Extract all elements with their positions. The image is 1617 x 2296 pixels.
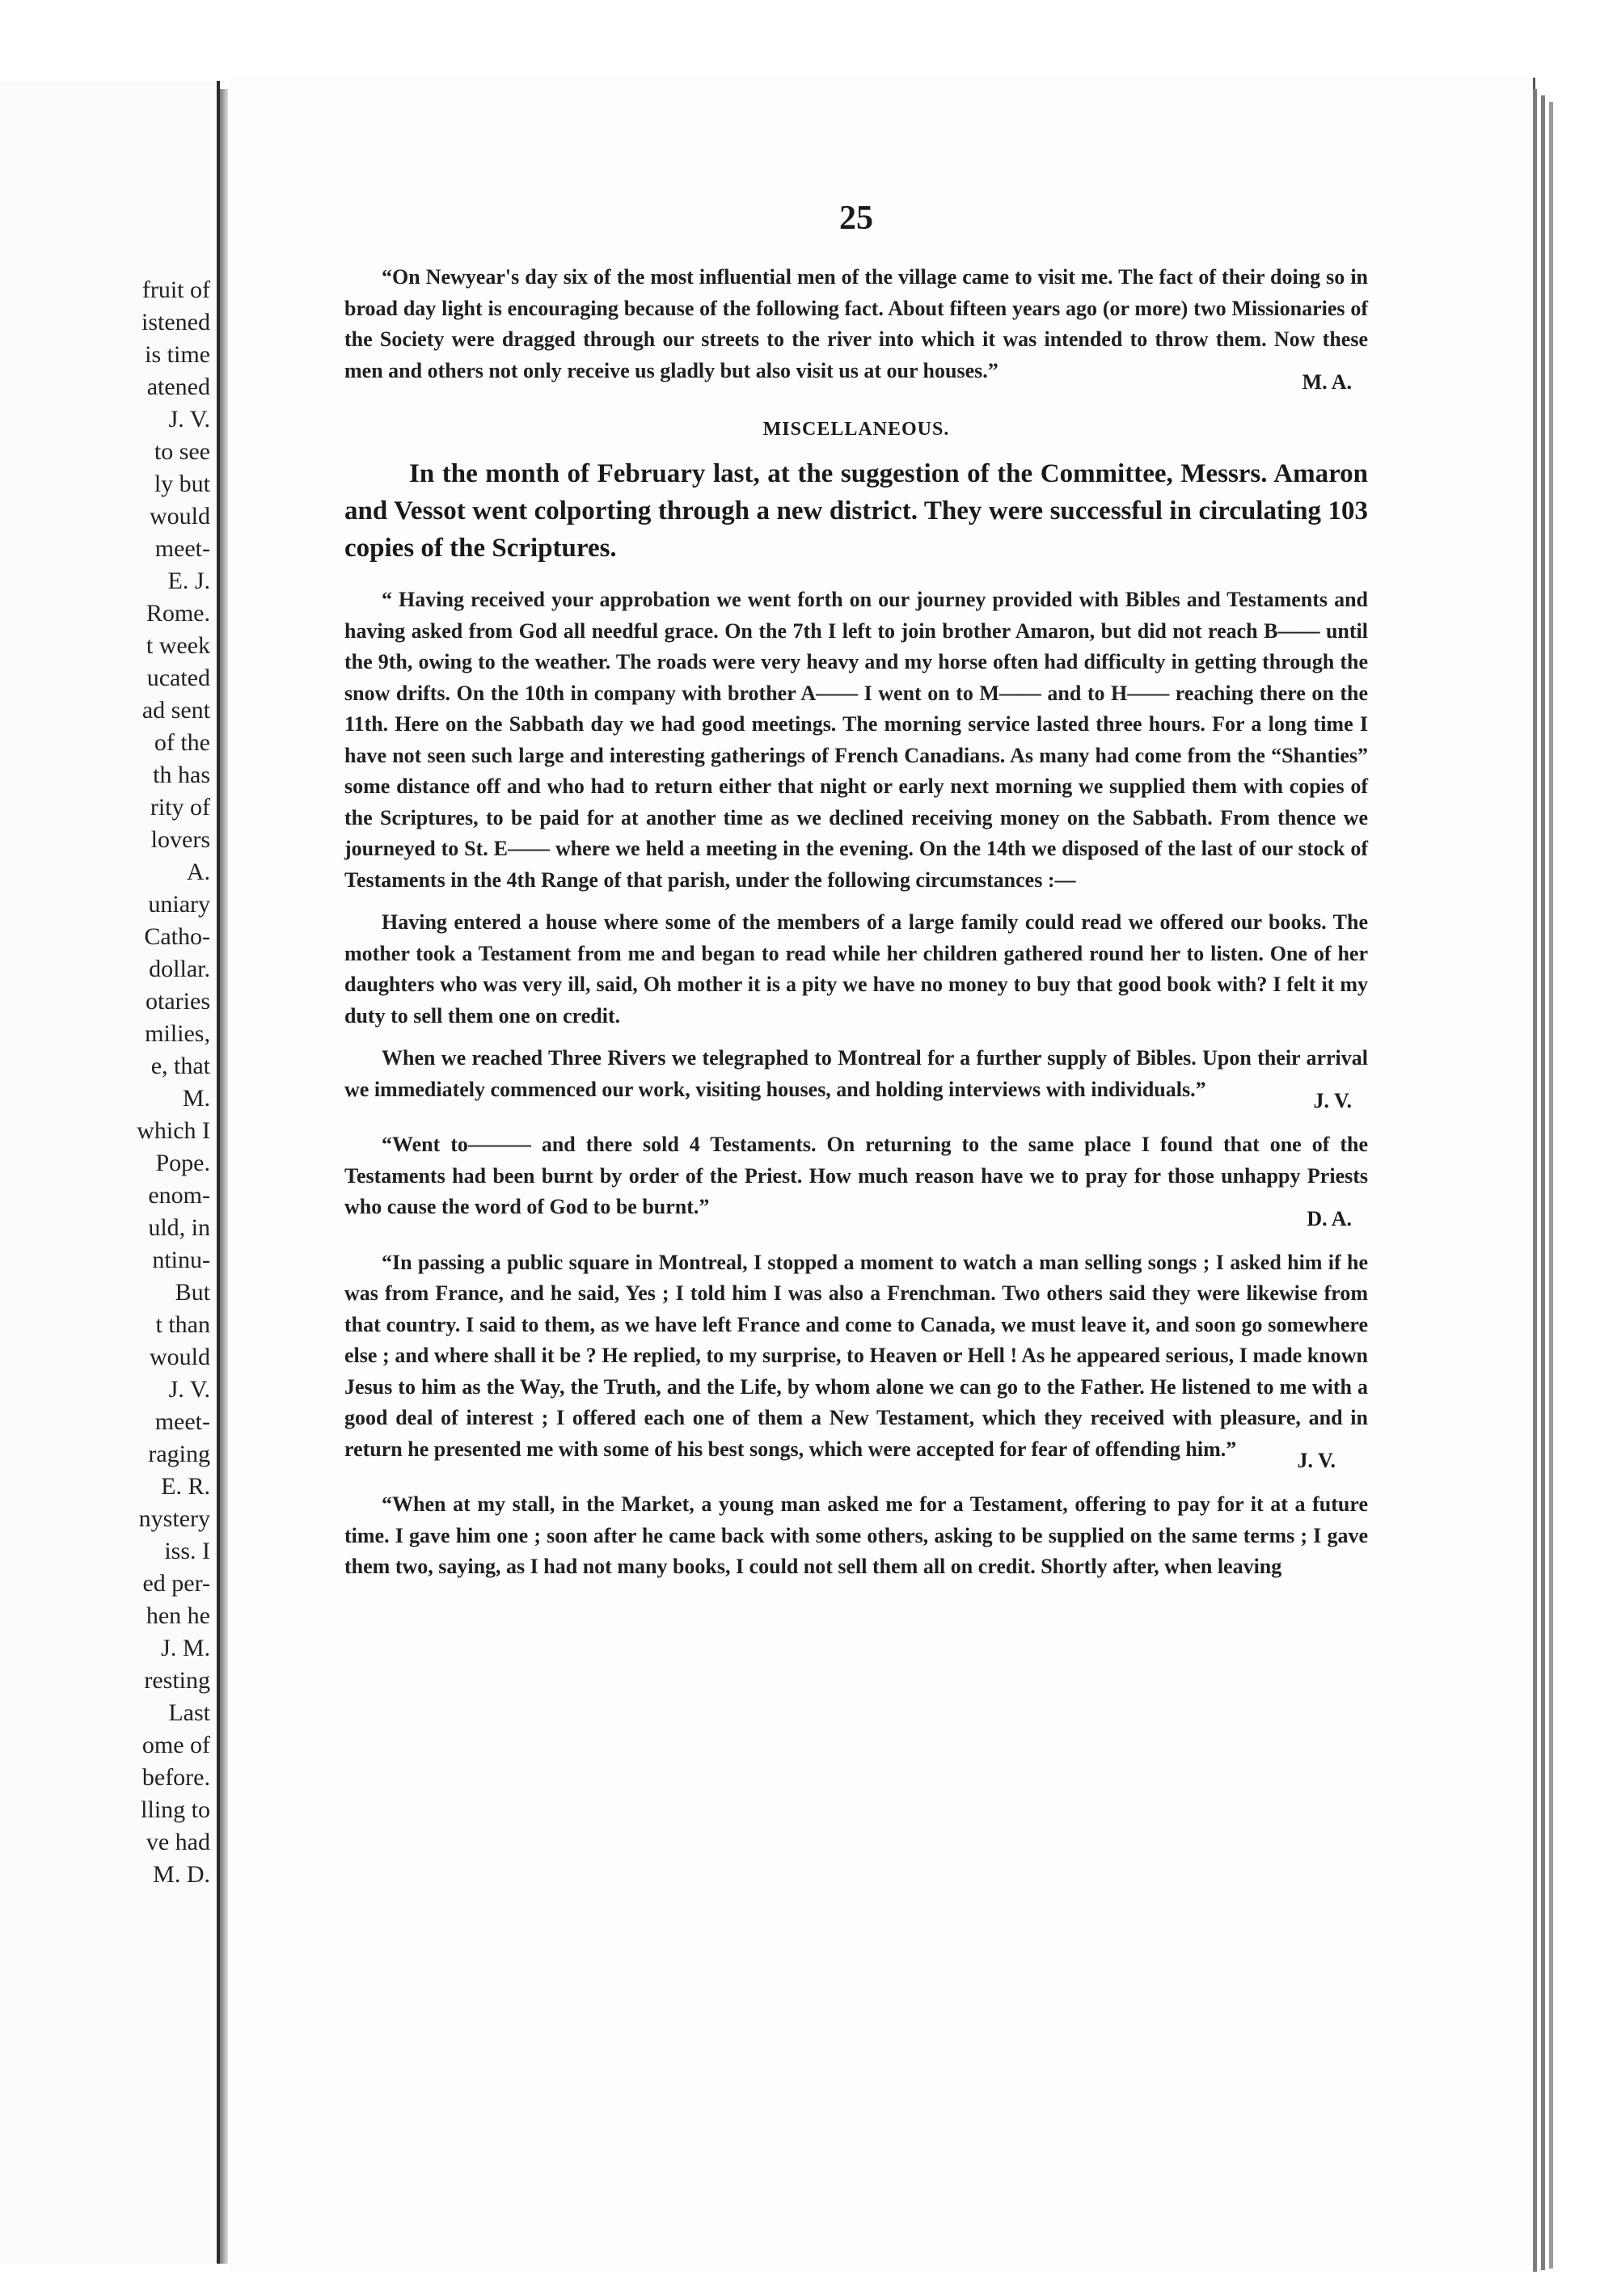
left-page-fragment: A. (186, 859, 210, 885)
report-jv-paragraph-1: “ Having received your approbation we went forth on our journey provided with Bibles and Testaments and having asked from God all needful grace. On the 7th I left to join brother Amaron, but did not reach B—— until the 9th, owing to the weather. The roads were very heavy and my horse often had difficulty in getting through the snow drifts. On the 10th in company with brother A—— I went on to M—— and to H—— reaching there on the 11th. Here on the Sabbath day we had good meetings. The morning service lasted three hours. For a long time I have not seen such large and interesting gatherings of French Canadians. As many had come from the “Shanties” some distance off and who had to return either that night or early next morning we supplied them with copies of the Scriptures, to be paid for at another time as we declined receiving money on the Sabbath. From thence we journeyed to St. E—— where we held a meeting in the evening. On the 14th we disposed of the last of our stock of Testaments in the 4th Range of that parish, under the following circumstances :— (344, 588, 1368, 892)
left-page-fragment: before. (141, 1764, 210, 1791)
left-page-fragment: dollar. (149, 956, 210, 982)
signature-jv: J. V. (1313, 1089, 1352, 1112)
left-page-fragment: meet- (154, 1408, 210, 1435)
left-page-fragment: milies, (145, 1020, 210, 1047)
report-market: “When at my stall, in the Market, a young man asked me for a Testament, offering to pay for it at a future time. I gave him one ; soon after he came back with some others, asking to be supplied on the same terms ; I gave them two, saying, as I had not many books, I could not sell them all on credit. Shortly after, when leaving (344, 1492, 1368, 1578)
previous-page-strip (0, 81, 220, 2264)
left-page-fragment: would (150, 1344, 210, 1370)
section-heading: MISCELLANEOUS. (762, 419, 950, 440)
left-page-fragment: ntinu- (152, 1247, 210, 1273)
book-gutter (220, 89, 228, 2264)
left-page-fragment: is time (145, 341, 210, 368)
left-page-fragment: istened (141, 309, 210, 336)
left-page-fragment: Pope. (155, 1150, 210, 1176)
left-page-fragment: otaries (146, 988, 210, 1015)
signature-ma: M. A. (1302, 370, 1352, 394)
report-jv-paragraph-2: Having entered a house where some of the members of a large family could read we offered our books. The mother took a Testament from me and began to read while her children gathered round her to listen. One of her daughters who was very ill, said, Oh mother it is a pity we have no money to buy that good book with? I felt it my duty to sell them one on credit. (344, 910, 1368, 1028)
left-page-fragment: uniary (148, 891, 210, 918)
left-page-fragment: ucated (146, 665, 210, 691)
left-page-fragment: atened (146, 374, 210, 400)
left-page-fragment: of the (154, 729, 210, 756)
book-page (230, 78, 1535, 2272)
left-page-fragment: meet- (154, 535, 210, 562)
left-page-fragment: hen he (146, 1602, 210, 1629)
left-page-fragment: E. R. (161, 1473, 210, 1500)
left-page-fragment: J. V. (168, 1376, 210, 1403)
report-jv-paragraph-3: When we reached Three Rivers we telegraphed to Montreal for a further supply of Bibles. Upon their arrival we immediately commenced our work, visiting houses, and holding interviews with individuals.” (344, 1046, 1368, 1101)
left-page-fragment: ve had (146, 1829, 210, 1855)
left-page-fragment: ome of (141, 1732, 210, 1758)
left-page-fragment: J. M. (161, 1635, 210, 1661)
page-edge (1549, 102, 1553, 2269)
report-da: “Went to——— and there sold 4 Testaments. On returning to the same place I found that one of the Testaments had been burnt by order of the Priest. How much reason have we to pray for those unhappy Priests who cause the word of God to be burnt.” (344, 1133, 1368, 1218)
left-page-fragment: M. (182, 1085, 210, 1112)
lead-paragraph: In the month of February last, at the suggestion of the Committee, Messrs. Amaron and Vessot went colporting through a new district. They were successful in circulating 103 copies of the Scriptures. (344, 459, 1368, 563)
left-page-fragment: J. V. (168, 406, 210, 433)
left-page-fragment: fruit of (141, 276, 210, 303)
left-page-fragment: would (150, 503, 210, 530)
left-page-fragment: th has (153, 762, 210, 788)
report-jv-montreal: “In passing a public square in Montreal, I stopped a moment to watch a man selling songs ; I asked him if he was from France, and he said, Yes ; I told him I was also a Frenchman. Two others said they were likewise from that country. I said to them, as we have left France and come to Canada, we must leave it, and soon go somewhere else ; and where shall it be ? He replied, to my surprise, to Heaven or Hell ! As he appeared serious, I made known Jesus to him as the Way, the Truth, and the Life, by whom alone we can go to the Father. He listened to me with a good deal of interest ; I offered each one of them a New Testament, which they received with pleasure, and in return he presented me with some of his best songs, which were accepted for fear of offending him.” (344, 1250, 1368, 1461)
left-page-fragment: ly but (154, 471, 210, 497)
left-page-fragment: uld, in (148, 1214, 210, 1241)
left-page-fragment: Rome. (146, 600, 210, 627)
left-page-fragment: rity of (150, 794, 210, 821)
left-page-fragment: lling to (141, 1796, 210, 1823)
left-page-fragment: nystery (138, 1505, 210, 1532)
left-page-fragment: enom- (148, 1182, 210, 1209)
left-page-fragment: raging (148, 1441, 210, 1467)
signature-jv-2: J. V. (1297, 1449, 1336, 1472)
page-edge (1541, 95, 1545, 2270)
left-page-fragment: But (175, 1279, 210, 1306)
left-page-fragment: Last (168, 1699, 210, 1726)
left-page-fragment: e, that (150, 1053, 210, 1079)
page-number: 25 (839, 200, 873, 237)
left-page-fragment: resting (144, 1667, 210, 1694)
left-page-fragment: ed per- (142, 1570, 210, 1597)
left-page-fragment: lovers (150, 826, 210, 853)
left-page-fragment: iss. I (164, 1538, 210, 1564)
left-page-fragment: to see (154, 438, 210, 465)
left-page-fragment: t week (146, 632, 210, 659)
page-content (344, 199, 1368, 1594)
left-page-fragment: E. J. (167, 568, 210, 594)
left-page-fragment: ad sent (141, 697, 210, 724)
left-page-fragment: which I (137, 1117, 210, 1144)
left-page-fragment: M. D. (153, 1861, 210, 1888)
opening-quote: “On Newyear's day six of the most influential men of the village came to visit me. The fact of their doing so in broad day light is encouraging because of the following fact. About fifteen years ago (or more) two Missionaries of the Society were dragged through our streets to the river into which it was intended to throw them. Now these men and others not only receive us gladly but also visit us at our houses.” (344, 265, 1368, 382)
left-page-fragment: t than (155, 1311, 210, 1338)
signature-da: D. A. (1307, 1206, 1352, 1230)
page-edge (1533, 89, 1537, 2272)
left-page-fragment: Catho- (144, 923, 210, 950)
